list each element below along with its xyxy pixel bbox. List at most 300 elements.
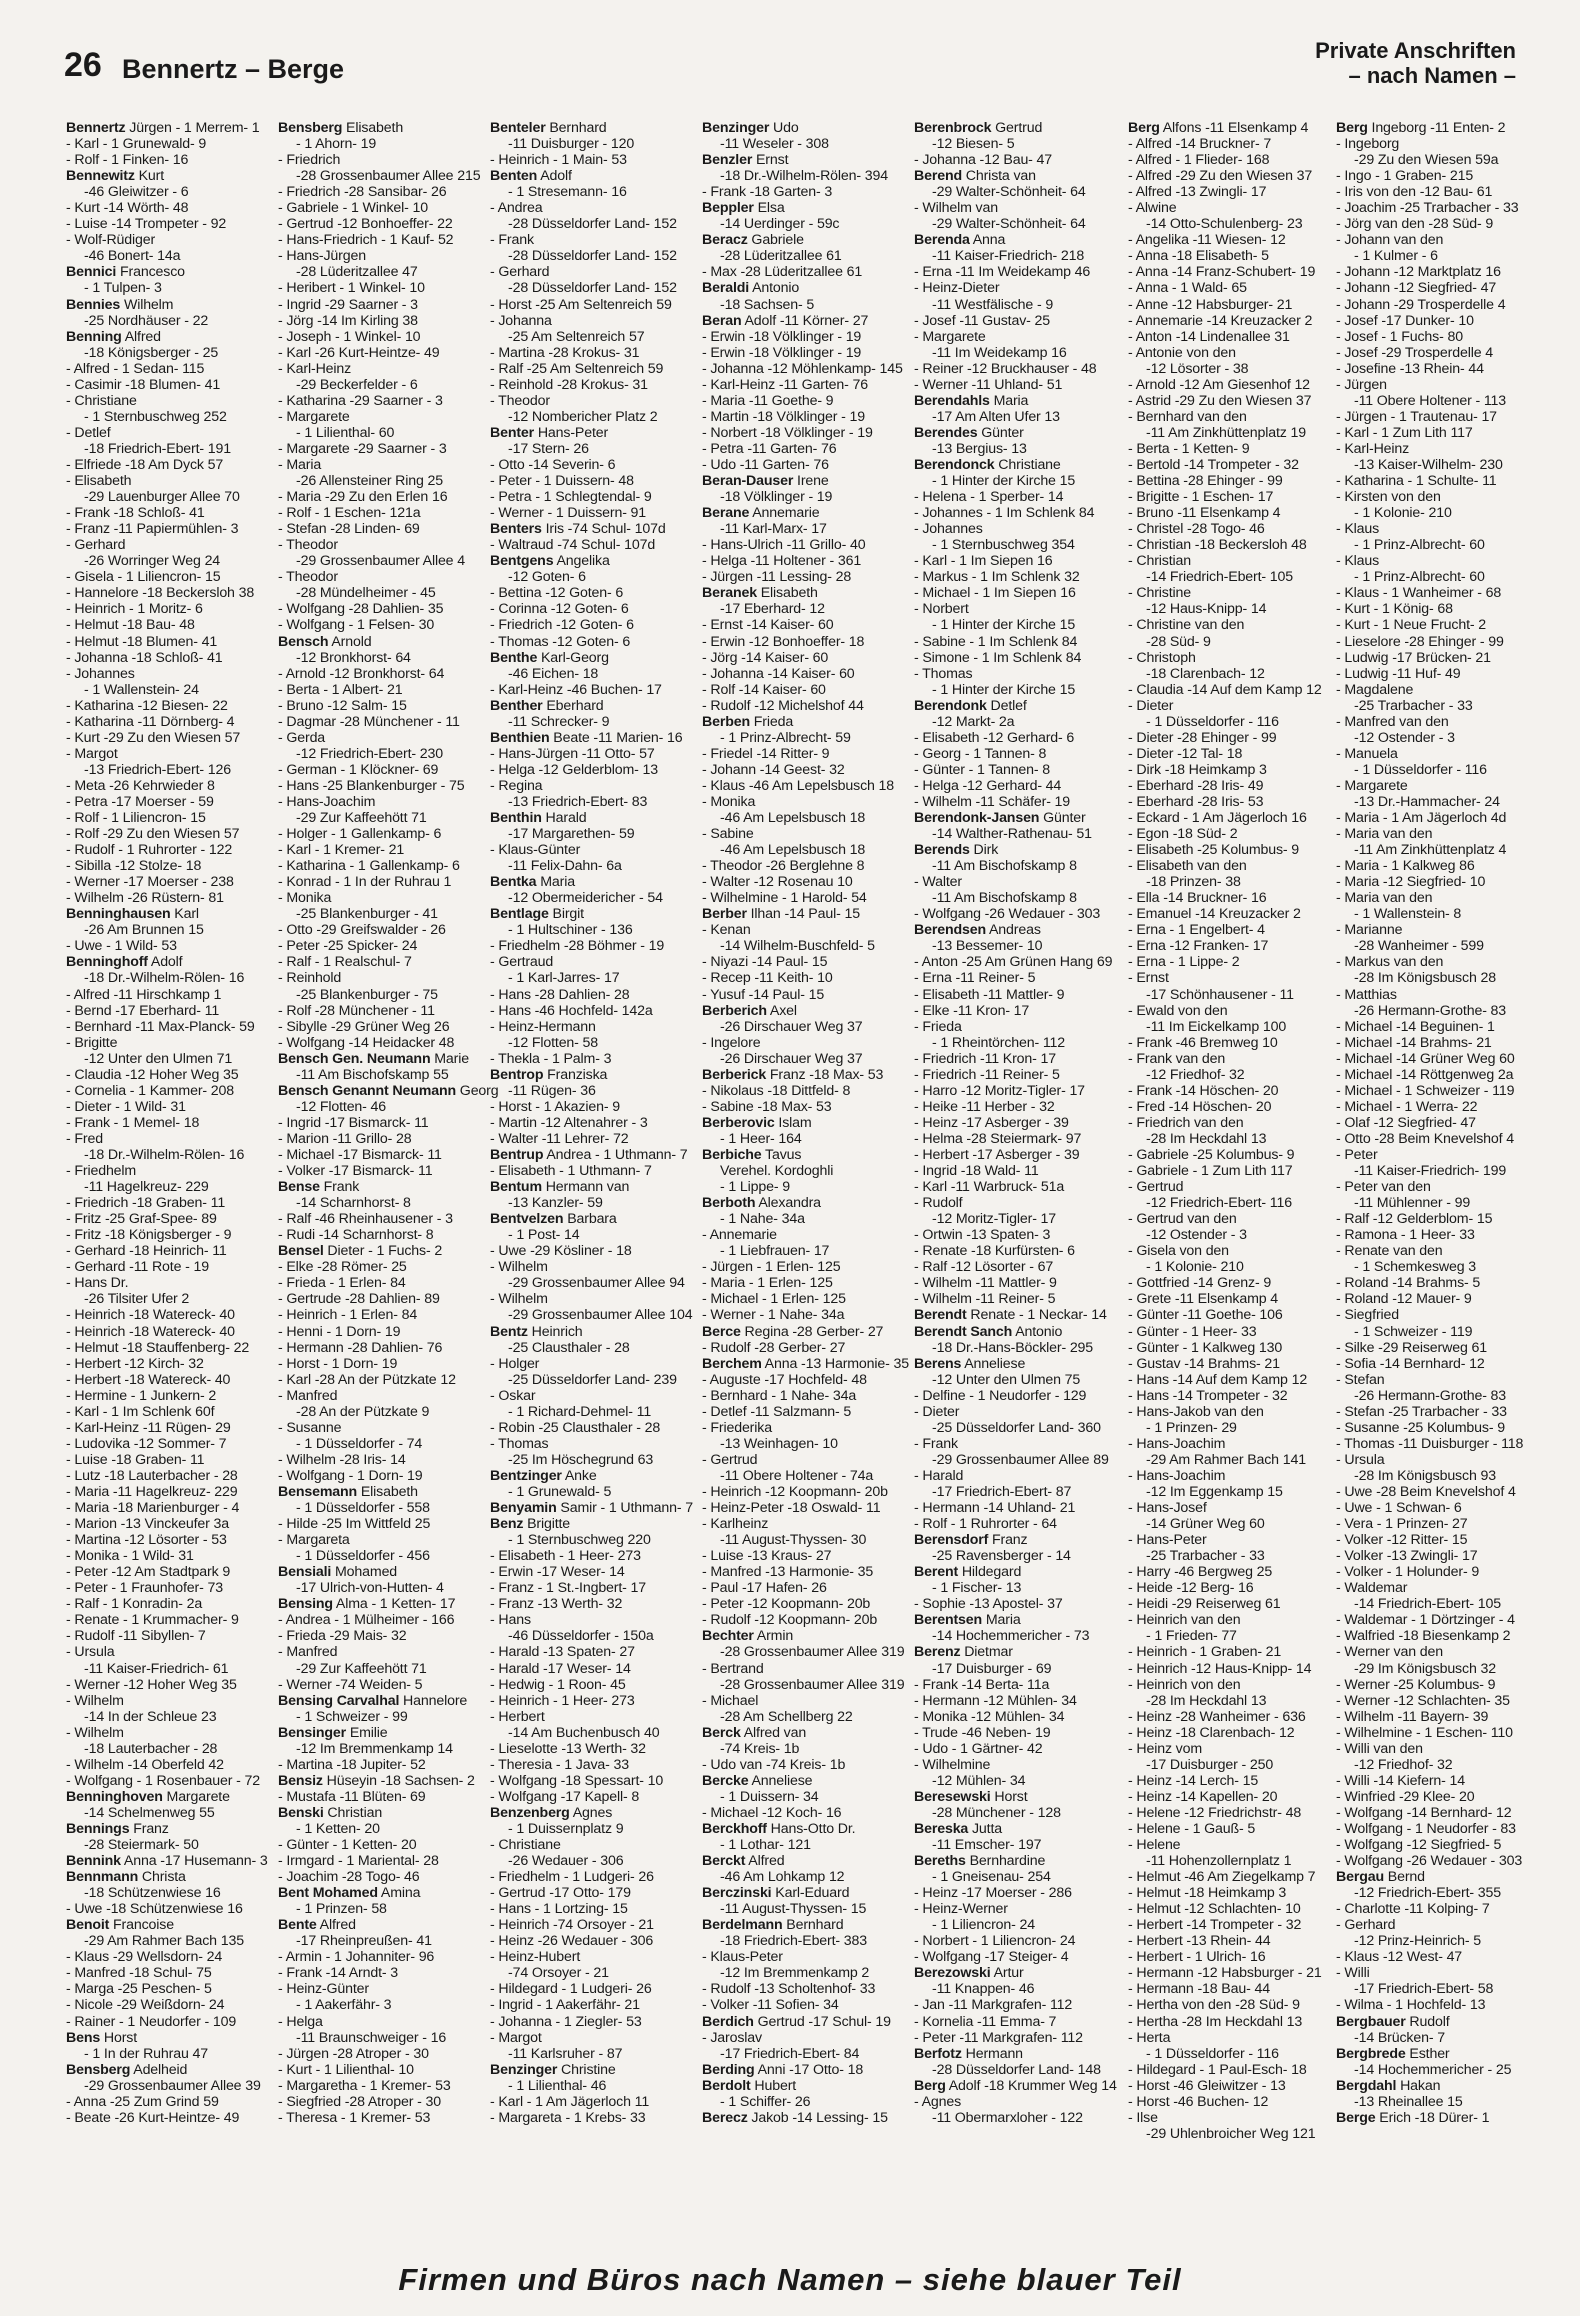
directory-entry: - Ludovika -12 Sommer- 7: [66, 1435, 227, 1452]
directory-entry: -13 Kaiser-Wilhelm- 230: [1354, 456, 1503, 473]
directory-entry: Bergdahl Hakan: [1336, 2077, 1441, 2094]
directory-entry: - Andrea - 1 Mülheimer - 166: [278, 1612, 455, 1629]
directory-entry: - Hans-Joachim: [1128, 1435, 1226, 1452]
directory-entry: - Friedrich -18 Graben- 11: [66, 1195, 226, 1212]
directory-entry: - Stefan -28 Linden- 69: [278, 521, 420, 538]
directory-entry: - 1 Heer- 164: [720, 1130, 802, 1147]
directory-entry: -25 Nordhäuser - 22: [84, 312, 209, 329]
directory-entry: - Frank -18 Schloß- 41: [66, 505, 205, 522]
directory-entry: -25 Blankenburger - 41: [296, 906, 438, 923]
directory-entry: - Manuela: [1336, 745, 1398, 762]
directory-entry: - Angelika -11 Wiesen- 12: [1128, 232, 1286, 249]
directory-entry: - Dieter -12 Tal- 18: [1128, 745, 1243, 762]
directory-entry: - Gertrud van den: [1128, 1211, 1237, 1228]
directory-entry: -12 Friedrich-Ebert- 116: [1146, 1195, 1292, 1212]
directory-entry: - Reinhold: [278, 970, 342, 987]
directory-entry: - Hans -28 Dahlien- 28: [490, 986, 630, 1003]
directory-entry: - Heinrich van den: [1128, 1612, 1241, 1629]
directory-entry: - Ingeborg: [1336, 136, 1400, 153]
header-right: [1315, 38, 1516, 88]
directory-entry: - Auguste -17 Hochfeld- 48: [702, 1371, 867, 1388]
directory-entry: - Walter -12 Rosenau 10: [702, 874, 853, 891]
directory-entry: - Emanuel -14 Kreuzacker 2: [1128, 906, 1301, 923]
directory-entry: - Heinrich - 1 Moritz- 6: [66, 601, 203, 618]
directory-entry: - Rudolf -11 Sibyllen- 7: [66, 1628, 206, 1645]
directory-entry: - Wilhelm -14 Oberfeld 42: [66, 1756, 224, 1773]
directory-entry: - Alfred - 1 Sedan- 115: [66, 360, 205, 377]
directory-entry: -13 Bergius- 13: [932, 440, 1027, 457]
directory-entry: -26 Dirschauer Weg 37: [720, 1050, 863, 1067]
directory-entry: - Heinrich - 1 Main- 53: [490, 152, 627, 169]
directory-entry: - Martina -12 Lösorter - 53: [66, 1532, 227, 1549]
directory-entry: - Rudi -14 Scharnhorst- 8: [278, 1227, 434, 1244]
directory-entry: - Hermann -18 Bau- 44: [1128, 1981, 1270, 1998]
directory-entry: - Joachim -25 Trarbacher - 33: [1336, 200, 1519, 217]
directory-entry: Bentzinger Anke: [490, 1467, 597, 1484]
directory-entry: - Jürgen - 1 Trautenau- 17: [1336, 408, 1497, 425]
directory-entry: - Volker -12 Ritter- 15: [1336, 1532, 1468, 1549]
directory-entry: Bereska Jutta: [914, 1820, 1002, 1837]
directory-entry: - Erwin -12 Bonhoeffer- 18: [702, 633, 865, 650]
header-right-line-2: – nach Namen –: [1348, 63, 1516, 88]
directory-entry: - Hans -25 Blankenburger - 75: [278, 777, 465, 794]
directory-entry: Bentka Maria: [490, 874, 575, 891]
directory-entry: - Gerhard -18 Heinrich- 11: [66, 1243, 227, 1260]
directory-entry: - Gabriele - 1 Winkel- 10: [278, 200, 428, 217]
directory-entry: - Petra -11 Garten- 76: [702, 440, 837, 457]
directory-entry: - Arnold -12 Am Giesenhof 12: [1128, 376, 1310, 393]
directory-entry: - Marga -25 Peschen- 5: [66, 1981, 212, 1998]
directory-entry: - Heinrich -12 Haus-Knipp- 14: [1128, 1660, 1312, 1677]
directory-entry: Beresewski Horst: [914, 1788, 1028, 1805]
directory-entry: - Hans-Peter: [1128, 1532, 1207, 1549]
directory-entry: - Jörg -14 Kaiser- 60: [702, 649, 829, 666]
directory-entry: - 1 Prinz-Albrecht- 60: [1354, 569, 1485, 586]
directory-entry: -29 Grossenbaumer Allee 4: [296, 553, 465, 570]
directory-entry: - Maria van den: [1336, 826, 1433, 843]
directory-entry: - Friedel -14 Ritter- 9: [702, 745, 830, 762]
directory-entry: Bensch Genannt Neumann Georg: [278, 1082, 499, 1099]
directory-entry: Berfotz Hermann: [914, 2045, 1023, 2062]
directory-entry: - Dieter - 1 Wild- 31: [66, 1098, 186, 1115]
directory-entry: - Lutz -18 Lauterbacher - 28: [66, 1467, 238, 1484]
directory-entry: -11 Obere Holtener - 74a: [720, 1467, 874, 1484]
directory-entry: -12 Biesen- 5: [932, 136, 1015, 153]
directory-entry: - Heinz-Peter -18 Oswald- 11: [702, 1500, 881, 1517]
directory-entry: - Theodor: [278, 537, 338, 554]
directory-entry: - 1 Stresemann- 16: [508, 184, 627, 201]
directory-entry: - Margareta - 1 Krebs- 33: [490, 2109, 646, 2126]
directory-entry: - Johann -29 Trosperdelle 4: [1336, 296, 1506, 313]
directory-entry: - Christine van den: [1128, 617, 1245, 634]
directory-entry: -11 August-Thyssen- 15: [720, 1901, 867, 1918]
directory-entry: Berchem Anna -13 Harmonie- 35: [702, 1355, 910, 1372]
directory-entry: - Susanne: [278, 1419, 342, 1436]
directory-entry: Bennink Anna -17 Husemann- 3: [66, 1853, 268, 1870]
directory-entry: Bensberg Adelheid: [66, 2061, 188, 2078]
directory-entry: -12 Friedrich-Ebert- 230: [296, 745, 444, 762]
directory-entry: - Martina -18 Jupiter- 52: [278, 1756, 426, 1773]
directory-entry: -14 Friedrich-Ebert- 105: [1354, 1596, 1502, 1613]
directory-entry: - Ingelore: [702, 1034, 761, 1051]
directory-entry: -26 Dirschauer Weg 37: [720, 1018, 863, 1035]
directory-entry: - Michael: [702, 1692, 759, 1709]
directory-entry: -25 Im Höschegrund 63: [508, 1451, 654, 1468]
directory-entry: Berbiche Tavus: [702, 1147, 802, 1163]
directory-entry: - Rolf - 1 Finken- 16: [66, 152, 189, 169]
directory-entry: - Norbert: [914, 601, 969, 618]
directory-entry: Benten Adolf: [490, 168, 572, 185]
directory-entry: - Peter -11 Markgrafen- 112: [914, 2029, 1083, 2046]
directory-entry: - Heinrich - 1 Erlen- 84: [278, 1307, 418, 1324]
directory-entry: - Katharina - 1 Schulte- 11: [1336, 473, 1497, 490]
directory-entry: -29 Zur Kaffeehött 71: [296, 1660, 427, 1677]
directory-entry: Benteler Bernhard: [490, 120, 607, 136]
directory-entry: - Maria -11 Hagelkreuz- 229: [66, 1483, 238, 1500]
directory-entry: - Frank van den: [1128, 1050, 1226, 1067]
directory-entry: - Heinrich - 1 Graben- 21: [1128, 1644, 1282, 1661]
directory-entry: - Alfred -14 Bruckner- 7: [1128, 136, 1272, 153]
directory-entry: - Josef -17 Dunker- 10: [1336, 312, 1474, 329]
directory-entry: - Peter -25 Spicker- 24: [278, 938, 418, 955]
directory-entry: - Wilhelm -26 Rüstern- 81: [66, 890, 224, 907]
directory-entry: - Harald: [914, 1467, 964, 1484]
directory-entry: - Christel -28 Togo- 46: [1128, 521, 1265, 538]
directory-entry: - 1 Rheintörchen- 112: [932, 1034, 1066, 1051]
directory-entry: -12 Ostender - 3: [1354, 729, 1455, 746]
directory-entry: - Sibylle -29 Grüner Weg 26: [278, 1018, 450, 1035]
directory-entry: - Fred: [66, 1130, 103, 1147]
directory-entry: Berendt Renate - 1 Neckar- 14: [914, 1307, 1107, 1324]
directory-entry: -46 Am Lepelsbusch 18: [720, 842, 866, 859]
directory-entry: - Margaretha - 1 Kremer- 53: [278, 2077, 451, 2094]
directory-entry: -14 Brücken- 7: [1354, 2029, 1445, 2046]
directory-entry: - Alfred - 1 Flieder- 168: [1128, 152, 1270, 169]
directory-entry: - Norbert - 1 Liliencron- 24: [914, 1933, 1076, 1950]
directory-entry: - Gottfried -14 Grenz- 9: [1128, 1275, 1272, 1292]
directory-entry: -11 Mühlenner - 99: [1354, 1195, 1471, 1212]
directory-entry: - Hans-Jakob van den: [1128, 1403, 1264, 1420]
directory-entry: - Gerhard: [1336, 1917, 1396, 1934]
directory-entry: -12 Im Bremmenkamp 14: [296, 1740, 453, 1757]
directory-entry: - Wolf-Rüdiger: [66, 232, 156, 249]
directory-entry: - Christiane: [490, 1837, 561, 1854]
directory-entry: Berce Regina -28 Gerber- 27: [702, 1323, 884, 1340]
directory-entry: - Helmut -18 Stauffenberg- 22: [66, 1339, 250, 1356]
directory-entry: - 1 Düsseldorfer - 74: [296, 1435, 423, 1452]
directory-entry: - Rudolf -12 Koopmann- 20b: [702, 1612, 878, 1629]
directory-entry: -13 Bessemer- 10: [932, 938, 1043, 955]
directory-entry: - Heribert - 1 Winkel- 10: [278, 280, 425, 297]
directory-entry: -29 Zur Kaffeehött 71: [296, 810, 427, 827]
directory-entry: - Horst -46 Buchen- 12: [1128, 2093, 1269, 2110]
directory-entry: - 1 Schemkesweg 3: [1354, 1259, 1477, 1276]
directory-entry: - Sophie -13 Apostel- 37: [914, 1596, 1063, 1613]
directory-entry: - Josefine -13 Rhein- 44: [1336, 360, 1484, 377]
directory-entry: - Katharina -12 Biesen- 22: [66, 697, 228, 714]
directory-entry: Bentrop Franziska: [490, 1066, 608, 1083]
directory-entry: - 1 Gneisenau- 254: [932, 1869, 1051, 1886]
directory-entry: -12 Flotten- 58: [508, 1034, 599, 1051]
directory-entry: - Karl-Heinz -11 Rügen- 29: [66, 1419, 231, 1436]
directory-entry: - Iris von den -12 Bau- 61: [1336, 184, 1493, 201]
directory-entry: -17 Schönhausener - 11: [1146, 986, 1294, 1003]
directory-entry: - Ludwig -17 Brücken- 21: [1336, 649, 1491, 666]
directory-entry: - Jörg van den -28 Süd- 9: [1336, 216, 1494, 233]
directory-entry: - Hans-Josef: [1128, 1500, 1207, 1517]
directory-entry: -29 Lauenburger Allee 70: [84, 489, 240, 506]
directory-entry: Bentgens Angelika: [490, 553, 610, 570]
directory-entry: - Horst -25 Am Seltenreich 59: [490, 296, 672, 313]
directory-entry: - 1 Richard-Dehmel- 11: [508, 1403, 652, 1420]
directory-entry: -18 Dr.-Wilhelm-Rölen- 394: [720, 168, 888, 185]
directory-entry: - Luise -14 Trompeter - 92: [66, 216, 227, 233]
directory-entry: - Sabine: [702, 826, 754, 843]
directory-entry: - Elke -11 Kron- 17: [914, 1002, 1030, 1019]
directory-entry: - Klaus -46 Am Lepelsbusch 18: [702, 777, 895, 794]
directory-entry: - Robin -25 Clausthaler - 28: [490, 1419, 661, 1436]
directory-entry: Bercke Anneliese: [702, 1772, 813, 1789]
directory-entry: - Frank -18 Garten- 3: [702, 184, 833, 201]
directory-entry: Berg Adolf -18 Krummer Weg 14: [914, 2077, 1117, 2094]
directory-entry: Bergau Bernd: [1336, 1869, 1425, 1886]
directory-entry: - Heinrich -12 Koopmann- 20b: [702, 1483, 888, 1500]
directory-entry: Berensdorf Franz: [914, 1532, 1028, 1549]
directory-entry: - Ralf -12 Lösorter - 67: [914, 1259, 1054, 1276]
directory-entry: - Ingrid - 1 Aakerfähr- 21: [490, 1997, 640, 2014]
directory-entry: Berent Hildegard: [914, 1564, 1022, 1581]
directory-entry: - Oskar: [490, 1387, 536, 1404]
directory-entry: Bennici Francesco: [66, 264, 185, 281]
directory-entry: - Johannes: [914, 521, 983, 538]
directory-entry: Berendahls Maria: [914, 392, 1029, 409]
directory-entry: - Theodor -26 Berglehne 8: [702, 858, 865, 875]
directory-entry: - Eckard - 1 Am Jägerloch 16: [1128, 810, 1307, 827]
directory-entry: - Friederika: [702, 1419, 772, 1436]
directory-entry: -28 Am Schellberg 22: [720, 1708, 853, 1725]
directory-entry: - Detlef: [66, 424, 111, 441]
directory-entry: - Karl - 1 Am Jägerloch 11: [490, 2093, 650, 2110]
directory-entry: - Theresia - 1 Java- 33: [490, 1756, 630, 1773]
directory-entry: -26 Hermann-Grothe- 83: [1354, 1002, 1507, 1019]
directory-entry: -28 Mündelheimer - 45: [296, 585, 436, 602]
directory-entry: - Monika: [278, 890, 332, 907]
directory-entry: -17 Rheinpreußen- 41: [296, 1933, 432, 1950]
directory-entry: - Roland -14 Brahms- 5: [1336, 1275, 1481, 1292]
directory-entry: -25 Düsseldorfer Land- 239: [508, 1371, 677, 1388]
directory-entry: - 1 Schweizer - 119: [1354, 1323, 1473, 1340]
directory-entry: - Heinz-Werner: [914, 1901, 1008, 1918]
directory-entry: Beraldi Antonio: [702, 280, 800, 297]
directory-entry: -12 Markt- 2a: [932, 713, 1015, 730]
directory-entry: - Gerda: [278, 729, 326, 746]
directory-entry: - Wolfgang -14 Heidacker 48: [278, 1034, 455, 1051]
directory-entry: - Katharina -11 Dörnberg- 4: [66, 713, 235, 730]
directory-entry: - Friedrich -12 Goten- 6: [490, 617, 634, 634]
directory-entry: -17 Ulrich-von-Hutten- 4: [296, 1580, 444, 1597]
directory-entry: Berendsen Andreas: [914, 922, 1041, 939]
directory-entry: - Recep -11 Keith- 10: [702, 970, 833, 987]
directory-entry: -46 Bonert- 14a: [84, 248, 181, 265]
directory-entry: Berg Alfons -11 Elsenkamp 4: [1128, 120, 1309, 136]
directory-entry: -11 Braunschweiger - 16: [296, 2029, 447, 2046]
directory-entry: - Heinrich - 1 Heer- 273: [490, 1692, 635, 1709]
directory-entry: - Jörg -14 Im Kirling 38: [278, 312, 418, 329]
directory-entry: - Margarete -29 Saarner - 3: [278, 440, 447, 457]
directory-entry: - Matthias: [1336, 986, 1397, 1003]
directory-entry: - Astrid -29 Zu den Wiesen 37: [1128, 392, 1312, 409]
directory-entry: - Maria van den: [1336, 890, 1433, 907]
directory-entry: - Brigitte: [66, 1034, 118, 1051]
directory-entry: - Christiane: [66, 392, 137, 409]
directory-entry: - German - 1 Klöckner- 69: [278, 761, 439, 778]
directory-entry: - Maria -12 Siegfried- 10: [1336, 874, 1486, 891]
directory-entry: - Frank: [914, 1435, 958, 1452]
directory-entry: - Hans-Jürgen: [278, 248, 366, 265]
directory-entry: - Uwe - 1 Schwan- 6: [1336, 1500, 1462, 1517]
directory-entry: -25 Düsseldorfer Land- 360: [932, 1419, 1101, 1436]
directory-entry: - Olaf -12 Siegfried- 47: [1336, 1114, 1476, 1131]
directory-entry: - 1 Prinz-Albrecht- 59: [720, 729, 851, 746]
directory-entry: - Friedrich -28 Sansibar- 26: [278, 184, 447, 201]
directory-entry: -18 Königsberger - 25: [84, 344, 219, 361]
directory-entry: -12 Prinz-Heinrich- 5: [1354, 1933, 1481, 1950]
directory-entry: - Hildegard - 1 Ludgeri- 26: [490, 1981, 652, 1998]
directory-entry: - Erna -12 Franken- 17: [1128, 938, 1269, 955]
directory-entry: -11 Karl-Marx- 17: [720, 521, 827, 538]
directory-entry: - Siegfried -28 Atroper - 30: [278, 2093, 441, 2110]
directory-entry: - Stefan -25 Trarbacher - 33: [1336, 1403, 1507, 1420]
directory-entry: -17 Friedrich-Ebert- 87: [932, 1483, 1072, 1500]
directory-entry: -28 An der Pützkate 9: [296, 1403, 430, 1420]
directory-entry: -18 Clarenbach- 12: [1146, 665, 1265, 682]
directory-entry: - Wolfgang -17 Kapell- 8: [490, 1788, 640, 1805]
directory-entry: -12 Im Bremmenkamp 2: [720, 1965, 870, 1982]
directory-entry: - Friedhelm: [66, 1163, 137, 1180]
directory-entry: - Ella -14 Bruckner- 16: [1128, 890, 1267, 907]
directory-entry: -29 Grossenbaumer Allee 89: [932, 1451, 1109, 1468]
directory-entry: - Helmut -18 Blumen- 41: [66, 633, 218, 650]
directory-entry: - Karl - 1 Grunewald- 9: [66, 136, 207, 153]
directory-entry: - Marion -11 Grillo- 28: [278, 1130, 412, 1147]
directory-entry: - Willi van den: [1336, 1740, 1423, 1757]
directory-column: [702, 120, 924, 2260]
directory-entry: -12 Friedrich-Ebert- 355: [1354, 1885, 1502, 1902]
directory-entry: - Annemarie: [702, 1227, 777, 1244]
directory-entry: Benzler Ernst: [702, 152, 789, 169]
directory-entry: - Hans-Ulrich -11 Grillo- 40: [702, 537, 866, 554]
directory-entry: - Werner van den: [1336, 1644, 1443, 1661]
directory-entry: - 1 Prinzen- 58: [296, 1901, 387, 1918]
directory-entry: - Hans-Joachim: [1128, 1467, 1226, 1484]
directory-entry: -11 Kaiser-Friedrich- 218: [932, 248, 1085, 265]
directory-entry: - Michael - 1 Im Siepen 16: [914, 585, 1076, 602]
directory-entry: - Karl-Heinz: [278, 360, 352, 377]
directory-entry: - Horst - 1 Akazien- 9: [490, 1098, 620, 1115]
directory-entry: - Ilse: [1128, 2109, 1158, 2126]
directory-entry: - Erna - 1 Lippe- 2: [1128, 954, 1240, 971]
directory-entry: - Rainer - 1 Neudorfer - 109: [66, 2013, 237, 2030]
directory-entry: Benning Alfred: [66, 328, 161, 345]
directory-entry: - Klaus: [1336, 553, 1380, 570]
directory-column: [1128, 120, 1350, 2260]
directory-entry: - Gerhard -11 Rote - 19: [66, 1259, 209, 1276]
directory-entry: Bensemann Elisabeth: [278, 1483, 418, 1500]
directory-entry: - Christian -18 Beckersloh 48: [1128, 537, 1307, 554]
directory-entry: - 1 Lilienthal- 60: [296, 424, 395, 441]
directory-entry: - Margot: [66, 745, 118, 762]
directory-entry: - Wilhelm: [490, 1291, 548, 1308]
directory-entry: - Andrea: [490, 200, 543, 217]
directory-entry: - Berta - 1 Ketten- 9: [1128, 440, 1250, 457]
directory-entry: - 1 Prinzen- 29: [1146, 1419, 1237, 1436]
directory-entry: -28 Süd- 9: [1146, 633, 1211, 650]
directory-entry: - Delfine - 1 Neudorfer - 129: [914, 1387, 1087, 1404]
directory-entry: - 1 Ketten- 20: [296, 1820, 380, 1837]
directory-entry: -26 Am Brunnen 15: [84, 922, 204, 939]
directory-entry: - Waldemar: [1336, 1580, 1408, 1597]
directory-entry: Bensch Arnold: [278, 633, 372, 650]
directory-entry: - Werner -74 Weiden- 5: [278, 1676, 423, 1693]
directory-entry: - Elisabeth - 1 Uthmann- 7: [490, 1163, 652, 1180]
directory-entry: Bensiali Mohamed: [278, 1564, 398, 1581]
directory-entry: Berendt Sanch Antonio: [914, 1323, 1063, 1340]
directory-entry: - Heike -11 Herber - 32: [914, 1098, 1055, 1115]
directory-entry: - Ralf -46 Rheinhausener - 3: [278, 1211, 453, 1228]
directory-entry: - Hans -14 Trompeter - 32: [1128, 1387, 1288, 1404]
directory-entry: Berendonk-Jansen Günter: [914, 810, 1086, 827]
directory-entry: - Thekla - 1 Palm- 3: [490, 1050, 612, 1067]
directory-entry: - Bruno -11 Elsenkamp 4: [1128, 505, 1281, 522]
directory-entry: - 1 Ahorn- 19: [296, 136, 377, 153]
directory-entry: Bennertz Jürgen - 1 Merrem- 1: [66, 120, 260, 136]
directory-entry: -11 Westfälische - 9: [932, 296, 1054, 313]
directory-entry: - Udo van -74 Kreis- 1b: [702, 1756, 846, 1773]
directory-entry: -12 Obermeidericher - 54: [508, 890, 663, 907]
directory-entry: Berg Ingeborg -11 Enten- 2: [1336, 120, 1506, 136]
directory-entry: - Herta: [1128, 2029, 1171, 2046]
directory-entry: - 1 Grunewald- 5: [508, 1483, 612, 1500]
directory-entry: Bente Alfred: [278, 1917, 356, 1934]
directory-entry: - Dagmar -28 Münchener - 11: [278, 713, 460, 730]
directory-entry: - Hermine - 1 Junkern- 2: [66, 1387, 217, 1404]
directory-entry: -14 In der Schleue 23: [84, 1708, 217, 1725]
directory-entry: - Herbert: [490, 1708, 545, 1725]
directory-entry: - Uwe -28 Beim Knevelshof 4: [1336, 1483, 1516, 1500]
directory-entry: - Bertold -14 Trompeter - 32: [1128, 456, 1299, 473]
directory-entry: - Petra -17 Moerser - 59: [66, 793, 214, 810]
directory-entry: - Josef -11 Gustav- 25: [914, 312, 1051, 329]
directory-entry: -11 Knappen- 46: [932, 1981, 1035, 1998]
directory-entry: - Ralf -25 Am Seltenreich 59: [490, 360, 664, 377]
directory-entry: -11 Am Bischofskamp 8: [932, 858, 1077, 875]
directory-entry: -28 Lüderitzallee 47: [296, 264, 418, 281]
directory-entry: - Anna -25 Zum Grind 59: [66, 2093, 219, 2110]
directory-entry: -13 Kanzler- 59: [508, 1195, 603, 1212]
directory-entry: Berens Anneliese: [914, 1355, 1026, 1372]
directory-entry: - Lieselore -28 Ehinger - 99: [1336, 633, 1504, 650]
directory-entry: - Michael -14 Brahms- 21: [1336, 1034, 1492, 1051]
directory-entry: - 1 Kolonie- 210: [1146, 1259, 1244, 1276]
directory-entry: - Maria - 1 Am Jägerloch 4d: [1336, 810, 1507, 827]
directory-entry: - Wolfgang -17 Steiger- 4: [914, 1949, 1069, 1966]
directory-entry: - Regina: [490, 777, 543, 794]
directory-entry: - 1 Fischer- 13: [932, 1580, 1022, 1597]
directory-entry: - Ursula: [66, 1644, 115, 1661]
directory-entry: - Maria -29 Zu den Erlen 16: [278, 489, 448, 506]
directory-entry: - Alfred -29 Zu den Wiesen 37: [1128, 168, 1313, 185]
directory-entry: Benoit Francoise: [66, 1917, 174, 1934]
